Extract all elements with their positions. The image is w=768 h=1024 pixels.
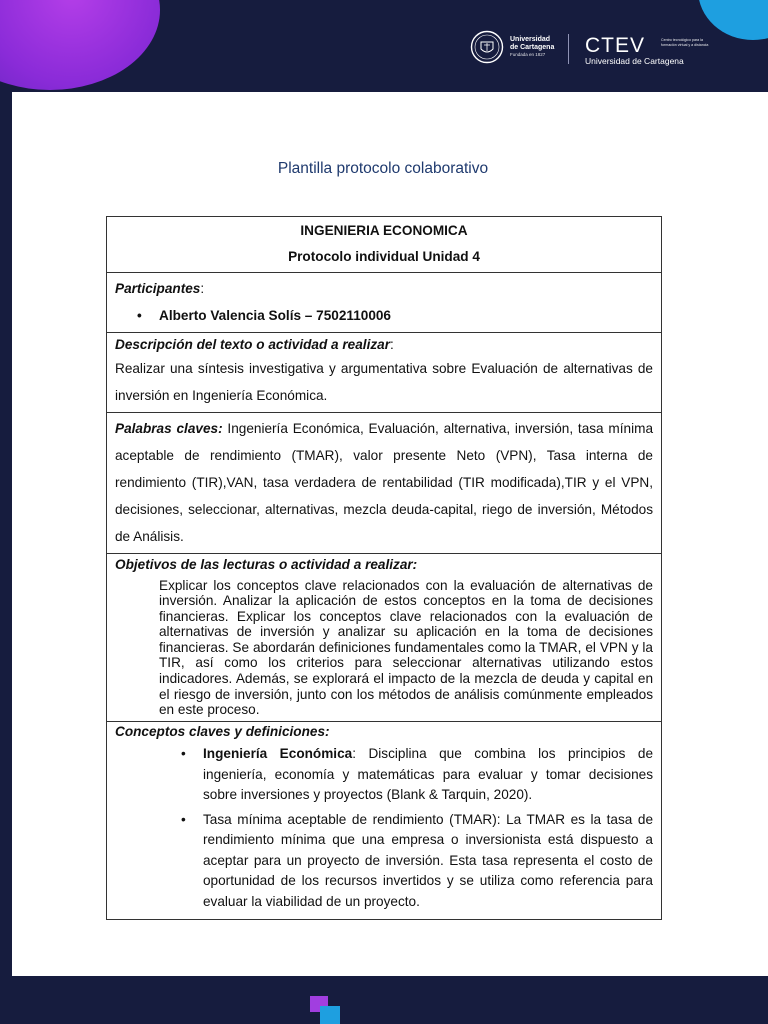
list-item: [203, 744, 653, 806]
table-row-keywords: [107, 413, 662, 554]
concepts-list: [115, 740, 653, 912]
university-seal-icon: [470, 30, 504, 64]
objectives-text: Explicar los conceptos clave relacionados con la evaluación de alternativas de inversión. Analizar la aplicación de estos conceptos en la toma de decisiones financieras. Explicar los conceptos clave relacionados con la evaluación de alternativas de inversión y analizar su aplicación en la toma de decisiones financieras. Se abordarán definiciones fundamentales como la TMAR, el VPN y la TIR, así como los criterios para seleccionar alternativas utilizando estos indicadores. Además, se explorará el impacto de la mezcla de deuda y capital en el riesgo de inversión, junto con los métodos de análisis comúnmente empleados en este proceso.: [159, 577, 653, 718]
description-colon: :: [390, 337, 394, 352]
concepts-cell: [107, 721, 662, 920]
participants-cell: [107, 273, 662, 333]
objectives-label: Objetivos de las lecturas o actividad a realizar:: [115, 557, 418, 572]
table-row-objectives: [107, 554, 662, 722]
description-label: Descripción del texto o actividad a realizar: [115, 337, 390, 352]
decorative-square-blue: [320, 1006, 340, 1024]
keywords-cell: [107, 413, 662, 554]
objectives-cell: [107, 554, 662, 722]
decorative-blob-purple: [0, 0, 160, 90]
concept-definition: : Disciplina que combina los principios de ingeniería, economía y matemáticas para evaluar y tomar decisiones sobre inversiones y proyectos (Blank & Tarquin, 2020).: [203, 746, 654, 803]
universidad-de-cartagena-logo: [470, 30, 554, 64]
concept-definition: Tasa mínima aceptable de rendimiento (TMAR): La TMAR es la tasa de rendimiento mínima que una empresa o inversionista está dispuesto a aceptar para un proyecto de inversión. Esta tasa representa el costo de oportunidad de los recursos invertidos y se utiliza como referencia para evaluar la viabilidad de un proyecto.: [203, 811, 653, 909]
participants-colon: :: [200, 281, 205, 296]
university-name-line1: Universidad: [510, 36, 551, 43]
list-item: [203, 810, 653, 913]
protocol-table: [106, 216, 662, 920]
table-row-header: [107, 217, 662, 273]
table-row-description: [107, 333, 662, 413]
concepts-label: Conceptos claves y definiciones:: [115, 723, 330, 739]
course-title: INGENIERIA ECONOMICA: [300, 223, 468, 238]
header-banner: [0, 0, 768, 92]
ctev-logo: [585, 34, 709, 66]
table-row-participants: [107, 273, 662, 333]
ctev-wordmark: CTEV: [585, 34, 646, 57]
logo-divider: [568, 34, 569, 64]
description-cell: [107, 333, 662, 413]
keywords-text: Ingeniería Económica, Evaluación, alternativa, inversión, tasa mínima aceptable de rendimiento (TMAR), valor presente Neto (VPN), Tasa interna de rendimiento (TIR),VAN, tasa verdadera de rentabilidad (TIR modificada),TIR y el VPN, decisiones, seleccionar, alternativas, mezcla deuda-capital, riego de inversión, Métodos de Análisis.: [115, 421, 654, 544]
document-page: [12, 92, 768, 976]
university-founded: Fundada en 1827: [510, 52, 546, 57]
concept-term: Ingeniería Económica: [203, 746, 353, 762]
course-header-cell: [107, 217, 662, 273]
ctev-tagline: Centro tecnológico para la formación virtual y a distancia: [661, 38, 709, 47]
ctev-subtitle: Universidad de Cartagena: [585, 56, 684, 66]
keywords-label: Palabras claves:: [115, 421, 223, 436]
university-name-line2: de Cartagena: [510, 44, 555, 51]
protocol-subtitle: Protocolo individual Unidad 4: [288, 249, 480, 264]
description-text: Realizar una síntesis investigativa y argumentativa sobre Evaluación de alternativas de inversión en Ingeniería Económica.: [115, 361, 653, 403]
footer-band: [0, 976, 768, 1024]
page-title: Plantilla protocolo colaborativo: [277, 160, 489, 177]
decorative-blob-blue: [698, 0, 768, 40]
list-item: • Alberto Valencia Solís – 7502110006: [159, 302, 653, 329]
table-row-concepts: [107, 721, 662, 920]
participants-list: [115, 302, 653, 329]
participants-label: Participantes: [115, 281, 201, 296]
